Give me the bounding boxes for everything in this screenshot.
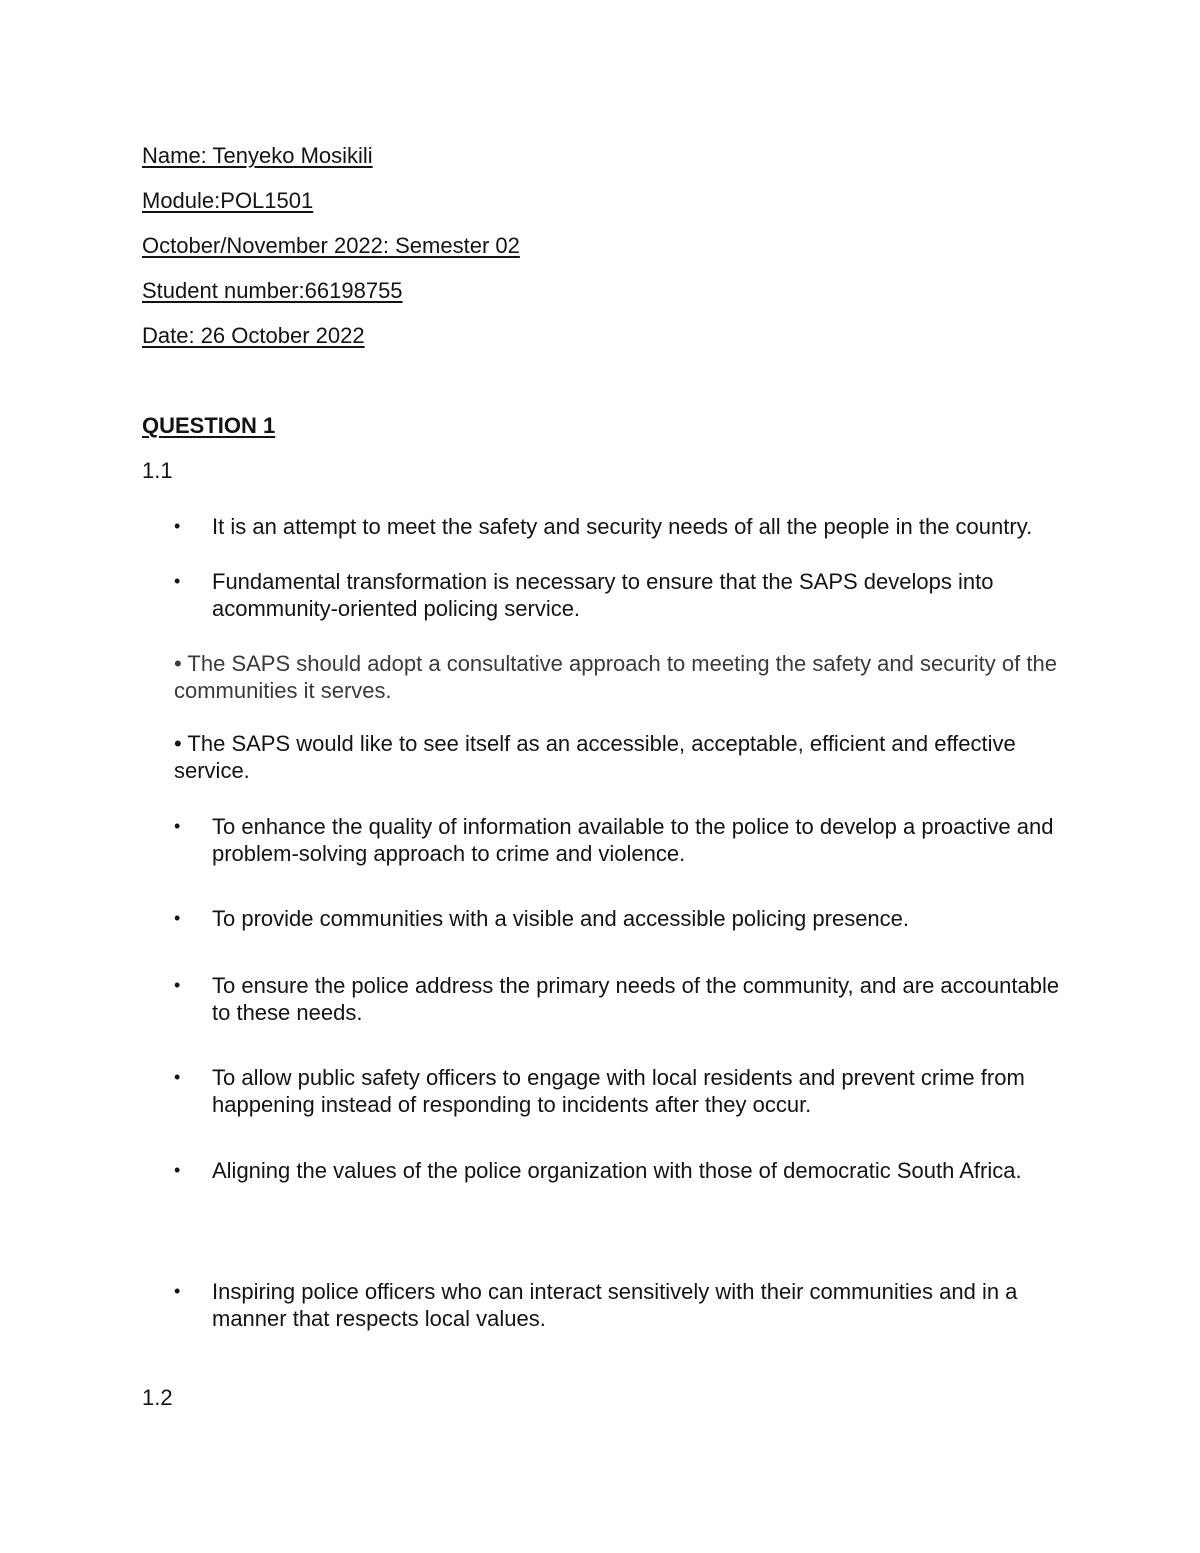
subquestion-1-2: 1.2 bbox=[142, 1385, 173, 1410]
module-code: Module:POL1501 bbox=[142, 188, 314, 213]
bullet-icon: • bbox=[174, 516, 181, 536]
subquestion-1-1: 1.1 bbox=[142, 458, 173, 483]
bullet-icon: • bbox=[174, 1160, 181, 1180]
list-item-text: Inspiring police officers who can interact sensitively with their communities and in a manner that respects local values. bbox=[212, 1279, 1018, 1331]
list-item-text: Fundamental transformation is necessary to ensure that the SAPS develops into acommunity-oriented policing service. bbox=[212, 569, 994, 621]
list-item-text: Aligning the values of the police organization with those of democratic South Africa. bbox=[212, 1158, 1022, 1183]
list-item-text: To ensure the police address the primary needs of the community, and are accountable to these needs. bbox=[212, 973, 1060, 1025]
list-item-text: It is an attempt to meet the safety and security needs of all the people in the country. bbox=[212, 514, 1033, 539]
list-item-text: To provide communities with a visible and accessible policing presence. bbox=[212, 906, 910, 931]
list-item-text: To enhance the quality of information available to the police to develop a proactive and problem-solving approach to crime and violence. bbox=[212, 814, 1054, 866]
bullet-icon: • bbox=[174, 571, 181, 591]
bullet-icon: • bbox=[174, 1067, 181, 1087]
bullet-icon: • bbox=[174, 975, 181, 995]
exam-period: October/November 2022: Semester 02 bbox=[142, 233, 520, 258]
list-item-text: To allow public safety officers to engage with local residents and prevent crime from happening instead of responding to incidents after they occur. bbox=[212, 1065, 1025, 1117]
bullet-icon: • bbox=[174, 1281, 181, 1301]
bullet-icon: • bbox=[174, 816, 181, 836]
paragraph: • The SAPS should adopt a consultative approach to meeting the safety and security of the communities it serves. bbox=[174, 651, 1057, 703]
question-title: QUESTION 1 bbox=[142, 413, 276, 438]
student-name: Name: Tenyeko Mosikili bbox=[142, 143, 373, 168]
student-number: Student number:66198755 bbox=[142, 278, 403, 303]
paragraph: • The SAPS would like to see itself as an accessible, acceptable, efficient and effective service. bbox=[174, 731, 1016, 783]
submission-date: Date: 26 October 2022 bbox=[142, 323, 365, 348]
bullet-icon: • bbox=[174, 908, 181, 928]
